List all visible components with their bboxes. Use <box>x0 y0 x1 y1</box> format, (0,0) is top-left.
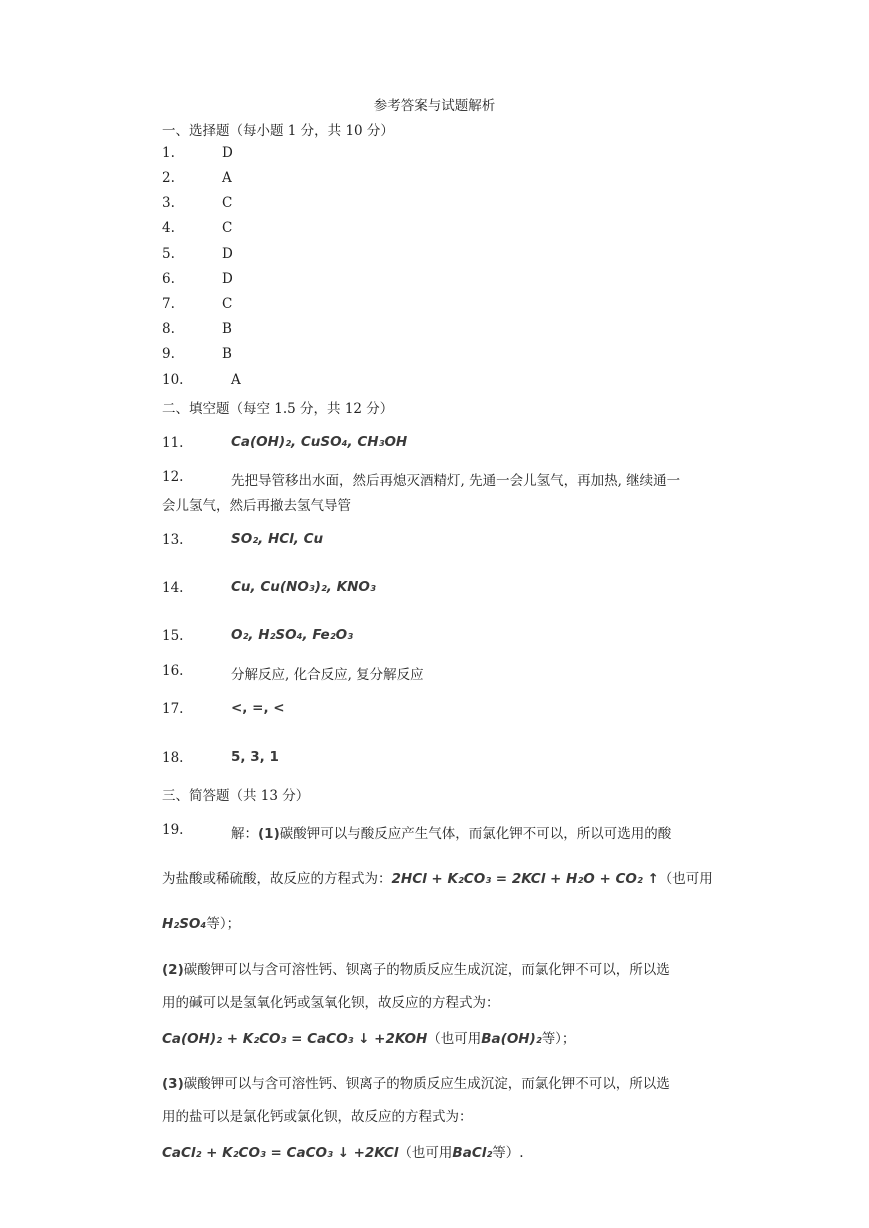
solution-text: 碳酸钾可以与含可溶性钙、钡离子的物质反应生成沉淀，而氯化钾不可以，所以选 <box>183 962 670 978</box>
section-heading-choice: 一、选择题（每小题 1 分，共 10 分） <box>162 123 394 139</box>
item-number: 2. <box>162 170 175 186</box>
page-title: 参考答案与试题解析 <box>373 98 496 114</box>
item-number: 10. <box>162 372 184 388</box>
item-answer: C <box>222 220 233 236</box>
section-heading-short-answer: 三、简答题（共 13 分） <box>162 788 310 804</box>
formula: H₂SO₄ <box>162 916 207 932</box>
answer-text-line: 先把导管移出水面，然后再熄灭酒精灯, 先通一会儿氢气，再加热, 继续通一 <box>231 473 681 489</box>
solution-line <box>162 1072 670 1092</box>
item-number: 11. <box>162 435 184 451</box>
item-number: 19. <box>162 822 184 838</box>
item-number: 15. <box>162 628 184 644</box>
solution-text: 用的碱可以是氢氧化钙或氢氧化钡，故反应的方程式为： <box>162 995 500 1011</box>
note-text: 等）； <box>206 916 241 932</box>
solution-paragraph-1 <box>231 822 671 842</box>
answer-text-line: 会儿氢气，然后再撤去氢气导管 <box>162 498 351 514</box>
item-number: 4. <box>162 220 175 236</box>
solution-intro: 解： <box>231 826 258 842</box>
item-number: 12. <box>162 469 184 485</box>
solution-line <box>162 867 713 887</box>
note-text: 等）； <box>541 1031 576 1047</box>
item-answer: D <box>222 271 233 287</box>
answer-text: 分解反应, 化合反应, 复分解反应 <box>231 667 424 683</box>
part-label: (3) <box>162 1076 184 1092</box>
item-answer: D <box>222 246 233 262</box>
item-number: 18. <box>162 750 184 766</box>
item-answer: B <box>222 321 232 337</box>
note-text: （也可用 <box>658 871 713 887</box>
note-text: （也可用 <box>427 1031 482 1047</box>
solution-text: 用的盐可以是氯化钙或氯化钡，故反应的方程式为： <box>162 1109 473 1125</box>
equation: CaCl₂ + K₂CO₃ = CaCO₃ ↓ +2KCl <box>162 1145 399 1161</box>
part-label: (1) <box>258 826 280 842</box>
item-answer: D <box>222 145 233 161</box>
item-answer: A <box>231 372 241 388</box>
item-number: 3. <box>162 195 175 211</box>
part-label: (2) <box>162 962 184 978</box>
item-number: 16. <box>162 663 184 679</box>
item-answer: B <box>222 346 232 362</box>
formula-answer: SO₂, HCl, Cu <box>231 531 324 547</box>
formula-answer: <, =, < <box>231 700 285 716</box>
solution-line <box>162 912 240 932</box>
item-number: 13. <box>162 532 184 548</box>
equation: Ca(OH)₂ + K₂CO₃ = CaCO₃ ↓ +2KOH <box>162 1031 428 1047</box>
item-number: 6. <box>162 271 175 287</box>
item-number: 17. <box>162 701 184 717</box>
note-text: （也可用 <box>398 1145 453 1161</box>
item-number: 9. <box>162 346 175 362</box>
item-number: 14. <box>162 580 184 596</box>
item-number: 5. <box>162 246 175 262</box>
solution-line <box>162 958 670 978</box>
solution-text: 碳酸钾可以与酸反应产生气体，而氯化钾不可以，所以可选用的酸 <box>279 826 672 842</box>
item-number: 7. <box>162 296 175 312</box>
note-text: 等）. <box>492 1145 524 1161</box>
formula-answer: Ca(OH)₂, CuSO₄, CH₃OH <box>231 434 408 450</box>
solution-text: 为盐酸或稀硫酸，故反应的方程式为： <box>162 871 392 887</box>
formula-answer: O₂, H₂SO₄, Fe₂O₃ <box>231 627 354 643</box>
equation: 2HCl + K₂CO₃ = 2KCl + H₂O + CO₂ ↑ <box>391 871 659 887</box>
formula: BaCl₂ <box>452 1145 493 1161</box>
formula-answer: 5, 3, 1 <box>231 749 279 765</box>
item-answer: A <box>222 170 232 186</box>
item-answer: C <box>222 296 233 312</box>
formula-answer: Cu, Cu(NO₃)₂, KNO₃ <box>231 579 376 595</box>
solution-line <box>162 1141 524 1161</box>
item-answer: C <box>222 195 233 211</box>
item-number: 8. <box>162 321 175 337</box>
item-number: 1. <box>162 145 175 161</box>
solution-line <box>162 1027 575 1047</box>
solution-text: 碳酸钾可以与含可溶性钙、钡离子的物质反应生成沉淀，而氯化钾不可以，所以选 <box>183 1076 670 1092</box>
section-heading-fill: 二、填空题（每空 1.5 分，共 12 分） <box>162 401 394 417</box>
formula: Ba(OH)₂ <box>481 1031 542 1047</box>
